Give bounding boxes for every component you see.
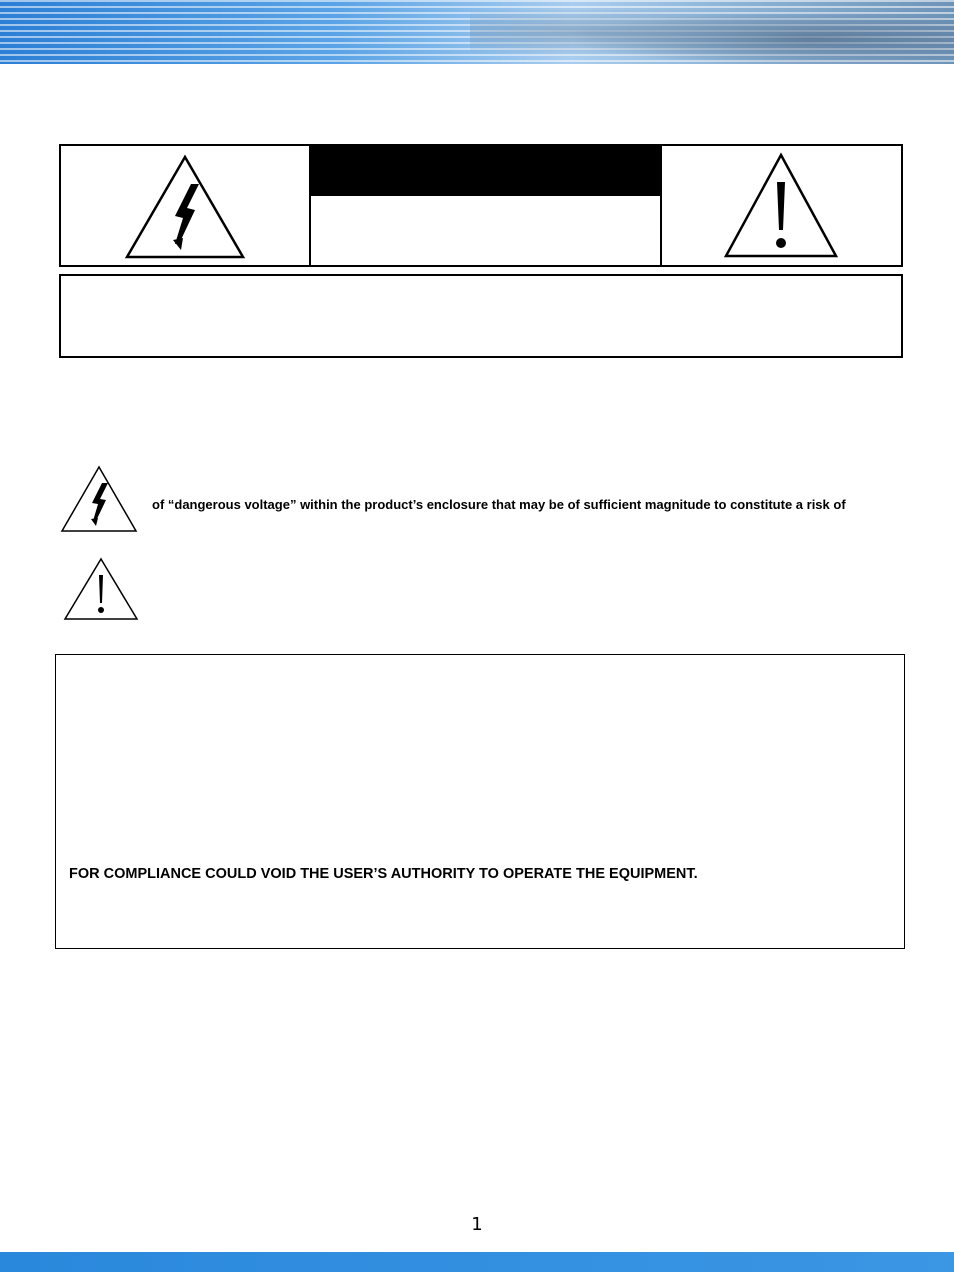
warning-cell-center (309, 144, 662, 267)
footer-bar (0, 1252, 954, 1272)
caution-notice-box (59, 274, 903, 358)
exclamation-triangle-icon (722, 152, 840, 260)
lightning-triangle-icon (60, 465, 138, 533)
caution-header-bar (311, 146, 660, 196)
dangerous-voltage-text: of “dangerous voltage” within the product’s enclosure that may be of sufficient magnitude to constitute a risk of (152, 497, 846, 512)
fcc-notice-box (55, 654, 905, 949)
lightning-triangle-icon (123, 154, 247, 260)
fcc-compliance-text: FOR COMPLIANCE COULD VOID THE USER’S AUTHORITY TO OPERATE THE EQUIPMENT. (69, 866, 698, 882)
warning-cell-left (59, 144, 311, 267)
exclamation-triangle-icon (63, 557, 139, 621)
header-photo (470, 0, 954, 64)
header-banner (0, 0, 954, 64)
page-number: 1 (471, 1214, 483, 1235)
warning-cell-right (660, 144, 903, 267)
